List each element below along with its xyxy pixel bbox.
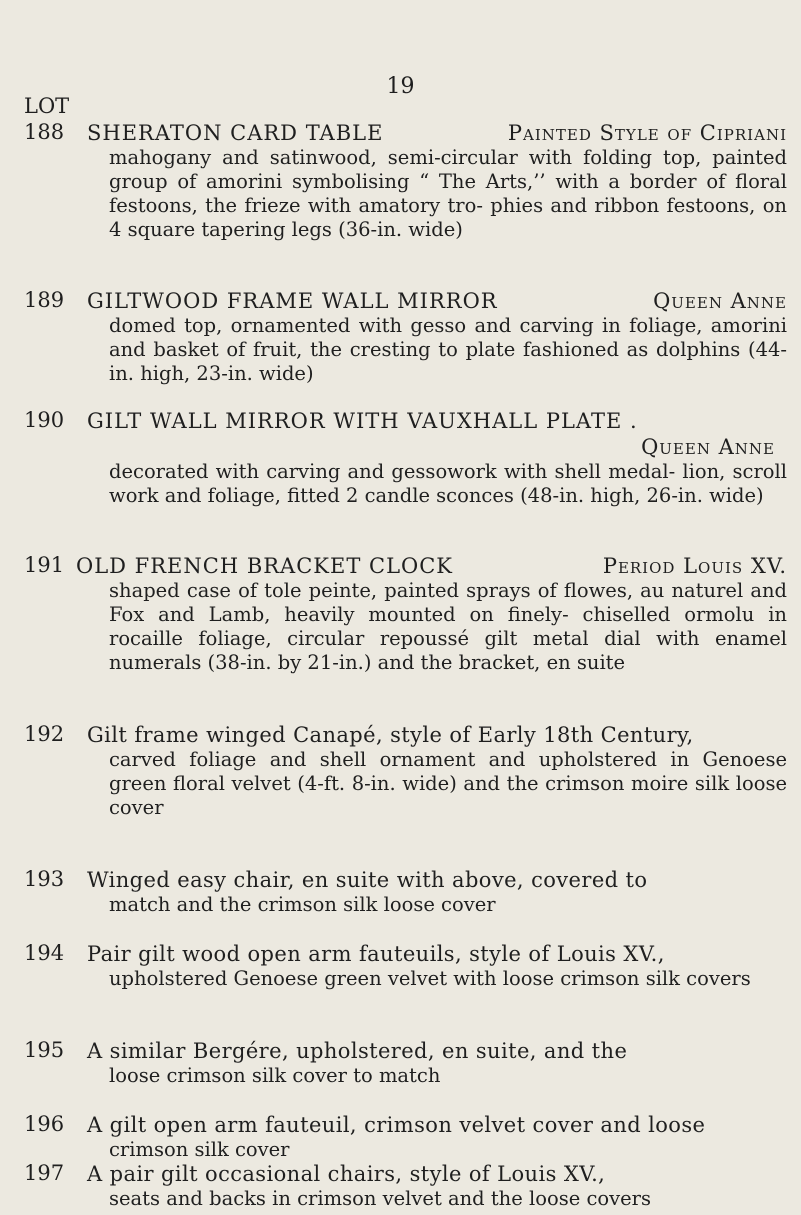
lot-description: domed top, ornamented with gesso and carving in foliage, amorini and basket of fruit, the cresting to plate fashioned as dolphins (44-in. high, 23-in. wide) bbox=[109, 314, 787, 385]
page-number: 19 bbox=[386, 74, 415, 99]
lot-title: Gilt frame winged Canapé, style of Early 18th Century, bbox=[87, 723, 694, 747]
lot-number: 193 bbox=[24, 867, 65, 891]
lot-description: shaped case of tole peinte, painted sprays of flowes, au naturel and Fox and Lamb, heavily mounted on finely- chiselled ormolu in rocaille foliage, circular repoussé gilt metal dial with enamel numerals (38-in. by 21-in.) and the bracket, en suite bbox=[109, 579, 787, 674]
lot-description: mahogany and satinwood, semi-circular with folding top, painted group of amorini symbolising “ The Arts,’’ with a border of floral festoons, the frieze with amatory tro- phies and ribbon festoons, on 4 square tapering legs (36-in. wide) bbox=[109, 146, 787, 241]
lot-title: A gilt open arm fauteuil, crimson velvet cover and loose bbox=[87, 1113, 706, 1137]
lot-title: A pair gilt occasional chairs, style of Louis XV., bbox=[87, 1162, 606, 1186]
lot-description: crimson silk cover bbox=[109, 1138, 290, 1161]
lot-number: 191 bbox=[24, 553, 65, 577]
lot-description: seats and backs in crimson velvet and the loose covers bbox=[109, 1187, 651, 1210]
lot-description: match and the crimson silk loose cover bbox=[109, 893, 496, 916]
lot-period: Queen Anne bbox=[641, 435, 775, 459]
lot-title: Pair gilt wood open arm fauteuils, style of Louis XV., bbox=[87, 942, 665, 966]
lot-title: A similar Bergére, upholstered, en suite, and the bbox=[87, 1039, 628, 1063]
lot-number: 190 bbox=[24, 408, 65, 432]
lot-number: 188 bbox=[24, 120, 65, 144]
lot-number: 194 bbox=[24, 941, 65, 965]
lot-title: SHERATON CARD TABLE bbox=[87, 121, 384, 145]
lot-number: 189 bbox=[24, 288, 65, 312]
lot-number: 192 bbox=[24, 722, 65, 746]
lot-description: loose crimson silk cover to match bbox=[109, 1064, 441, 1087]
lot-number: 195 bbox=[24, 1038, 65, 1062]
lot-description: decorated with carving and gessowork with shell medal- lion, scroll work and foliage, fitted 2 candle sconces (48-in. high, 26-in. wide) bbox=[109, 460, 787, 507]
lot-period: Period Louis XV. bbox=[602, 554, 787, 578]
lot-description: carved foliage and shell ornament and upholstered in Genoese green floral velvet (4-ft. 8-in. wide) and the crimson moire silk loose cover bbox=[109, 748, 787, 819]
lot-period: Queen Anne bbox=[653, 289, 787, 313]
lot-title: OLD FRENCH BRACKET CLOCK bbox=[76, 554, 453, 578]
lot-description: upholstered Genoese green velvet with loose crimson silk covers bbox=[109, 967, 751, 990]
lot-title: GILTWOOD FRAME WALL MIRROR bbox=[87, 289, 498, 313]
lot-title: GILT WALL MIRROR WITH VAUXHALL PLATE . bbox=[87, 409, 638, 433]
lot-number: 196 bbox=[24, 1112, 65, 1136]
lot-number: 197 bbox=[24, 1161, 65, 1185]
lot-title: Winged easy chair, en suite with above, covered to bbox=[87, 868, 648, 892]
lot-period: Painted Style of Cipriani bbox=[507, 121, 787, 145]
lot-column-header: LOT bbox=[24, 94, 70, 118]
